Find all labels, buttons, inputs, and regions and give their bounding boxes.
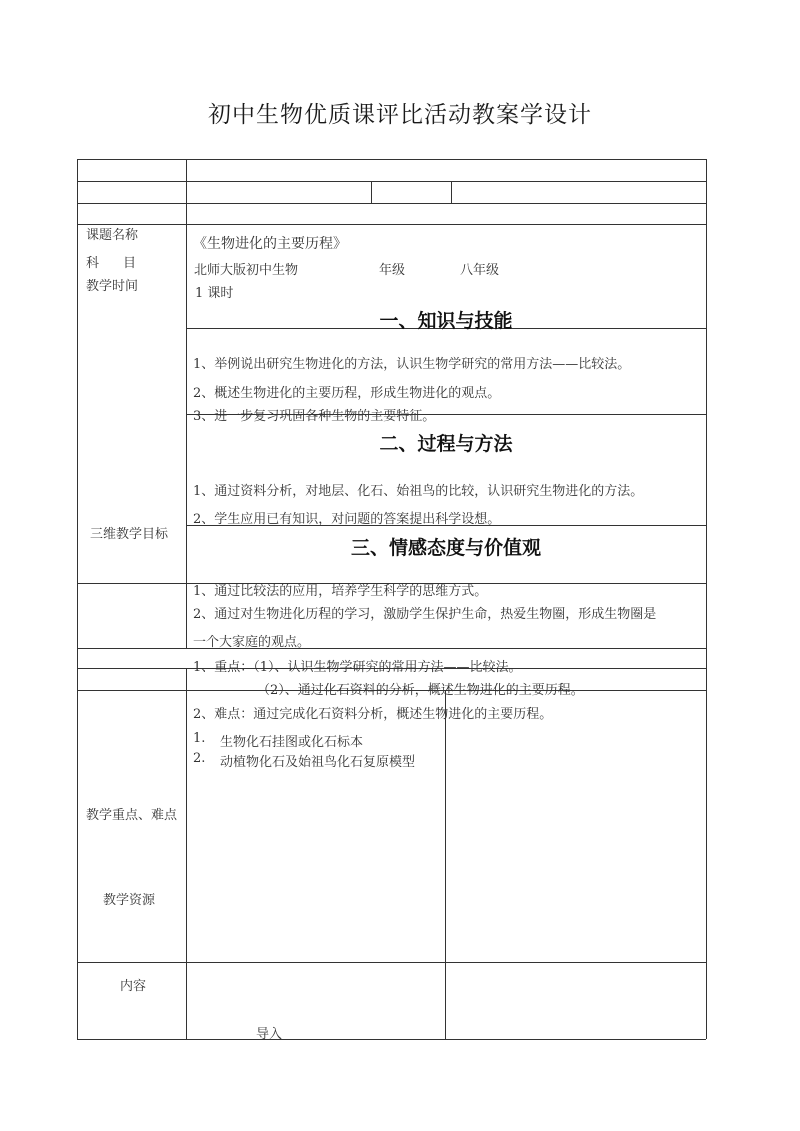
content-intro: 导入 bbox=[256, 1027, 283, 1042]
label-subject-2: 目 bbox=[123, 256, 137, 271]
heading-process-method: 二、过程与方法 bbox=[379, 433, 513, 455]
attitude-item-1: 1、通过比较法的应用，培养学生科学的思维方式。 bbox=[193, 584, 488, 599]
heading-attitude-values: 三、情感态度与价值观 bbox=[350, 537, 541, 559]
resource-item-1: 生物化石挂图或化石标本 bbox=[220, 735, 364, 750]
process-item-2: 2、学生应用已有知识，对问题的答案提出科学设想。 bbox=[193, 512, 501, 527]
key-point-1b: （2）、通过化石资料的分析，概述生物进化的主要历程。 bbox=[257, 683, 584, 698]
resource-item-2-num: 2. bbox=[193, 751, 206, 766]
label-lesson-name: 课题名称 bbox=[86, 228, 139, 243]
label-subject-1: 科 bbox=[86, 256, 100, 271]
label-resources: 教学资源 bbox=[103, 893, 156, 908]
knowledge-item-2: 2、概述生物进化的主要历程，形成生物进化的观点。 bbox=[193, 386, 501, 401]
attitude-item-3: 一个大家庭的观点。 bbox=[193, 635, 311, 650]
attitude-item-2: 2、通过对生物进化历程的学习，激励学生保护生命，热爱生物圈，形成生物圈是 bbox=[193, 607, 657, 622]
difficult-point: 2、难点：通过完成化石资料分析，概述生物进化的主要历程。 bbox=[193, 707, 553, 722]
teaching-time-value: 1 课时 bbox=[195, 286, 234, 301]
grade-value: 八年级 bbox=[460, 263, 500, 278]
label-key-points: 教学重点、难点 bbox=[86, 808, 178, 823]
process-item-1: 1、通过资料分析，对地层、化石、始祖鸟的比较，认识研究生物进化的方法。 bbox=[193, 484, 644, 499]
label-three-dim-goals: 三维教学目标 bbox=[90, 527, 169, 542]
knowledge-item-3: 3、进一步复习巩固各种生物的主要特征。 bbox=[193, 409, 436, 424]
label-teaching-time: 教学时间 bbox=[86, 279, 139, 294]
lesson-title: 《生物进化的主要历程》 bbox=[193, 236, 347, 252]
resource-item-1-num: 1. bbox=[193, 731, 206, 746]
resource-item-2: 动植物化石及始祖鸟化石复原模型 bbox=[220, 755, 416, 770]
document-title: 初中生物优质课评比活动教案学设计 bbox=[208, 102, 592, 128]
subject-value: 北师大版初中生物 bbox=[194, 263, 299, 278]
label-content: 内容 bbox=[120, 979, 147, 994]
key-point-1: 1、重点：（1）、认识生物学研究的常用方法——比较法。 bbox=[193, 660, 522, 675]
heading-knowledge-skills: 一、知识与技能 bbox=[379, 310, 513, 332]
grade-label: 年级 bbox=[379, 263, 406, 278]
knowledge-item-1: 1、举例说出研究生物进化的方法，认识生物学研究的常用方法——比较法。 bbox=[193, 357, 631, 372]
